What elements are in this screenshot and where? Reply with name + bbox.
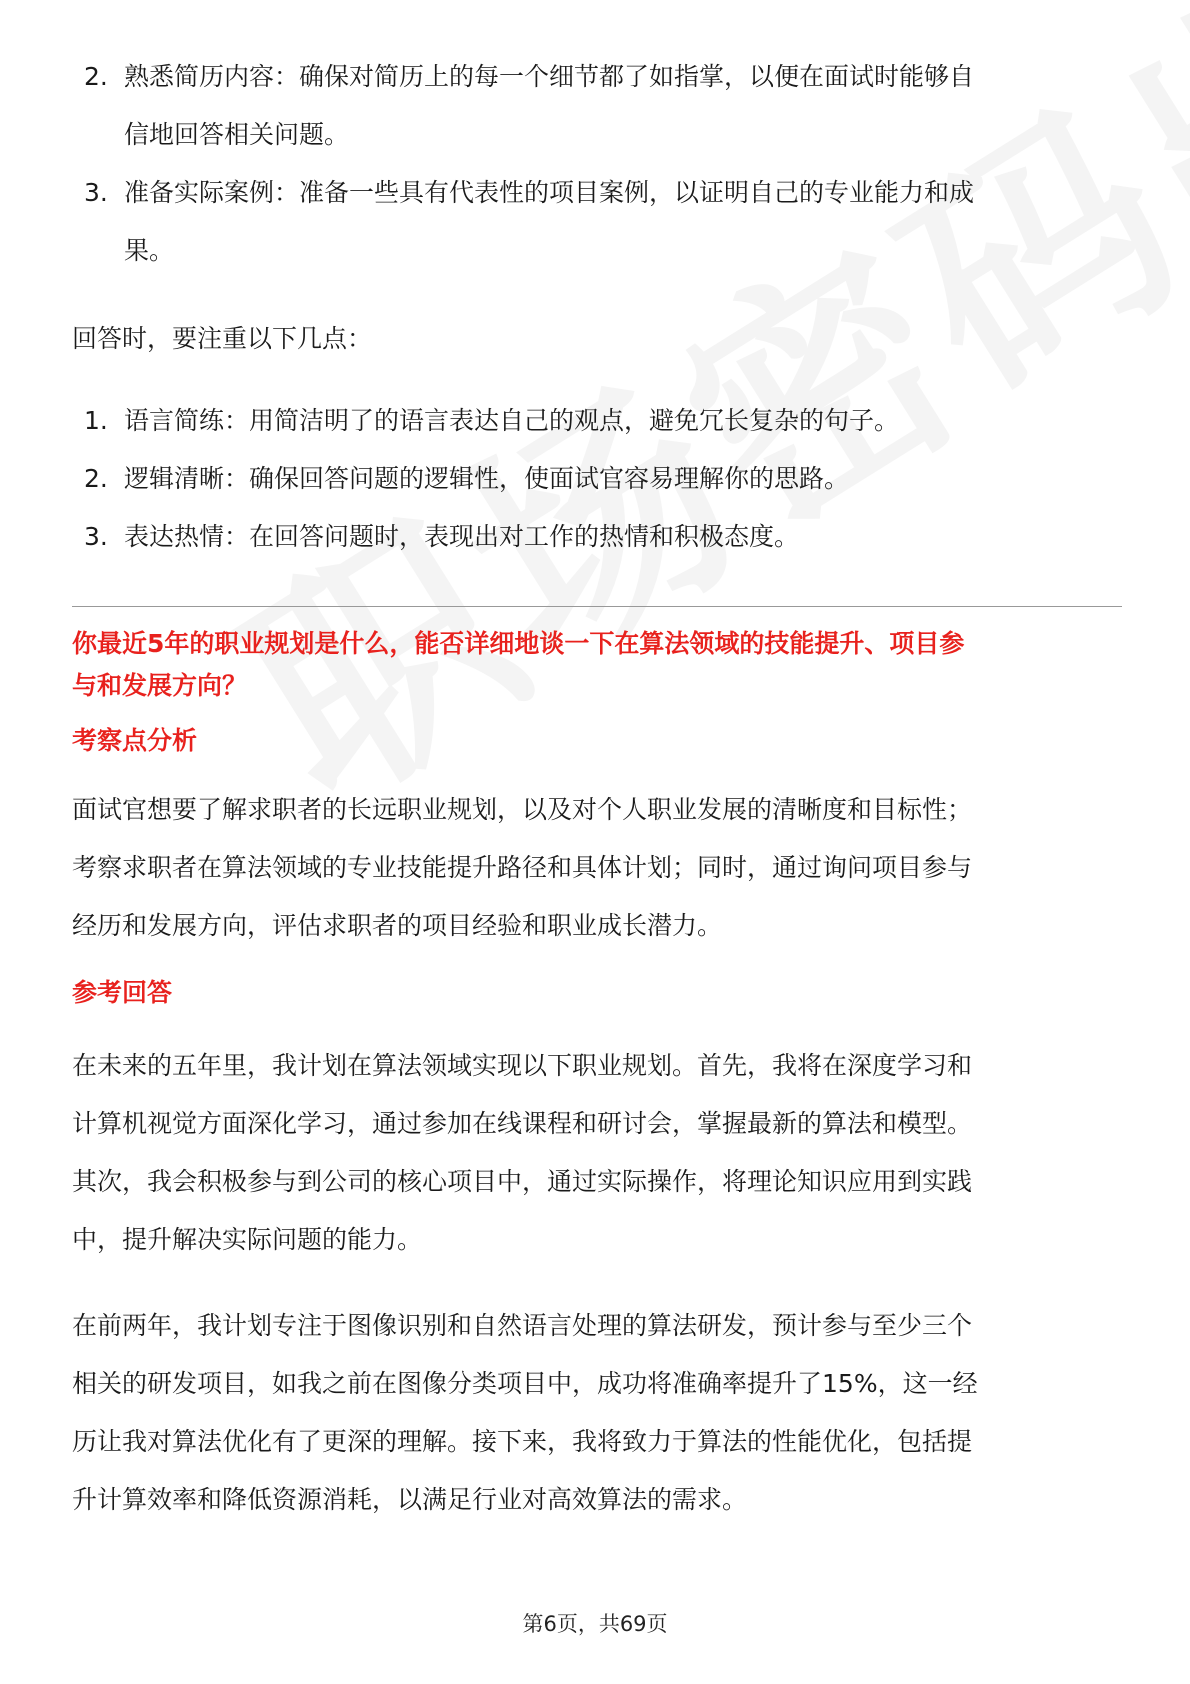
answer-intro: 回答时，要注重以下几点： (72, 324, 373, 353)
tips-list (72, 392, 1122, 566)
list-item: 2. 逻辑清晰：确保回答问题的逻辑性，使面试官容易理解你的思路。 (84, 464, 850, 493)
answer-paragraph-2: 在前两年，我计划专注于图像识别和自然语言处理的算法研发，预计参与至少三个 相关的研发项目，如我之前在图像分类项目中，成功将准确率提升了15%，这一经 历让我对算法优化有了更深的理解。接下来，我将致力于算法的性能优化，包括提 升计算效率和降低资源消耗，以满足行业对高效算法的需求。 (72, 1311, 978, 1514)
list-item: 2. 熟悉简历内容：确保对简历上的每一个细节都了如指掌，以便在面试时能够自 信地回答相关问题。 (72, 48, 1122, 164)
reference-heading: 参考回答 (72, 978, 173, 1007)
page-footer: 第6页，共69页 (522, 1612, 668, 1636)
list-item: 3. 准备实际案例：准备一些具有代表性的项目案例，以证明自己的专业能力和成 果。 (72, 164, 1122, 280)
list-item-line: 信地回答相关问题。 (124, 120, 350, 149)
list-item-line: 果。 (124, 236, 175, 265)
analysis-heading: 考察点分析 (72, 726, 198, 755)
list-item: 3. 表达热情：在回答问题时，表现出对工作的热情和积极态度。 (84, 522, 800, 551)
prep-list (72, 48, 1122, 280)
list-item-line: 准备实际案例：准备一些具有代表性的项目案例，以证明自己的专业能力和成 (124, 178, 975, 207)
analysis-paragraph: 面试官想要了解求职者的长远职业规划，以及对个人职业发展的清晰度和目标性； 考察求职者在算法领域的专业技能提升路径和具体计划；同时，通过询问项目参与 经历和发展方向，评估求职者的项目经验和职业成长潜力。 (72, 795, 973, 940)
document-page (72, 0, 1122, 1529)
question-heading: 你最近5年的职业规划是什么，能否详细地谈一下在算法领域的技能提升、项目参 与和发展方向？ (72, 629, 965, 700)
list-item-line: 熟悉简历内容：确保对简历上的每一个细节都了如指掌，以便在面试时能够自 (124, 62, 975, 91)
answer-paragraph-1: 在未来的五年里，我计划在算法领域实现以下职业规划。首先，我将在深度学习和 计算机视觉方面深化学习，通过参加在线课程和研讨会，掌握最新的算法和模型。 其次，我会积极参与到公司的核心项目中，通过实际操作，将理论知识应用到实践 中，提升解决实际问题的能力。 (72, 1051, 973, 1254)
list-item: 1. 语言简练：用简洁明了的语言表达自己的观点，避免冗长复杂的句子。 (84, 406, 900, 435)
